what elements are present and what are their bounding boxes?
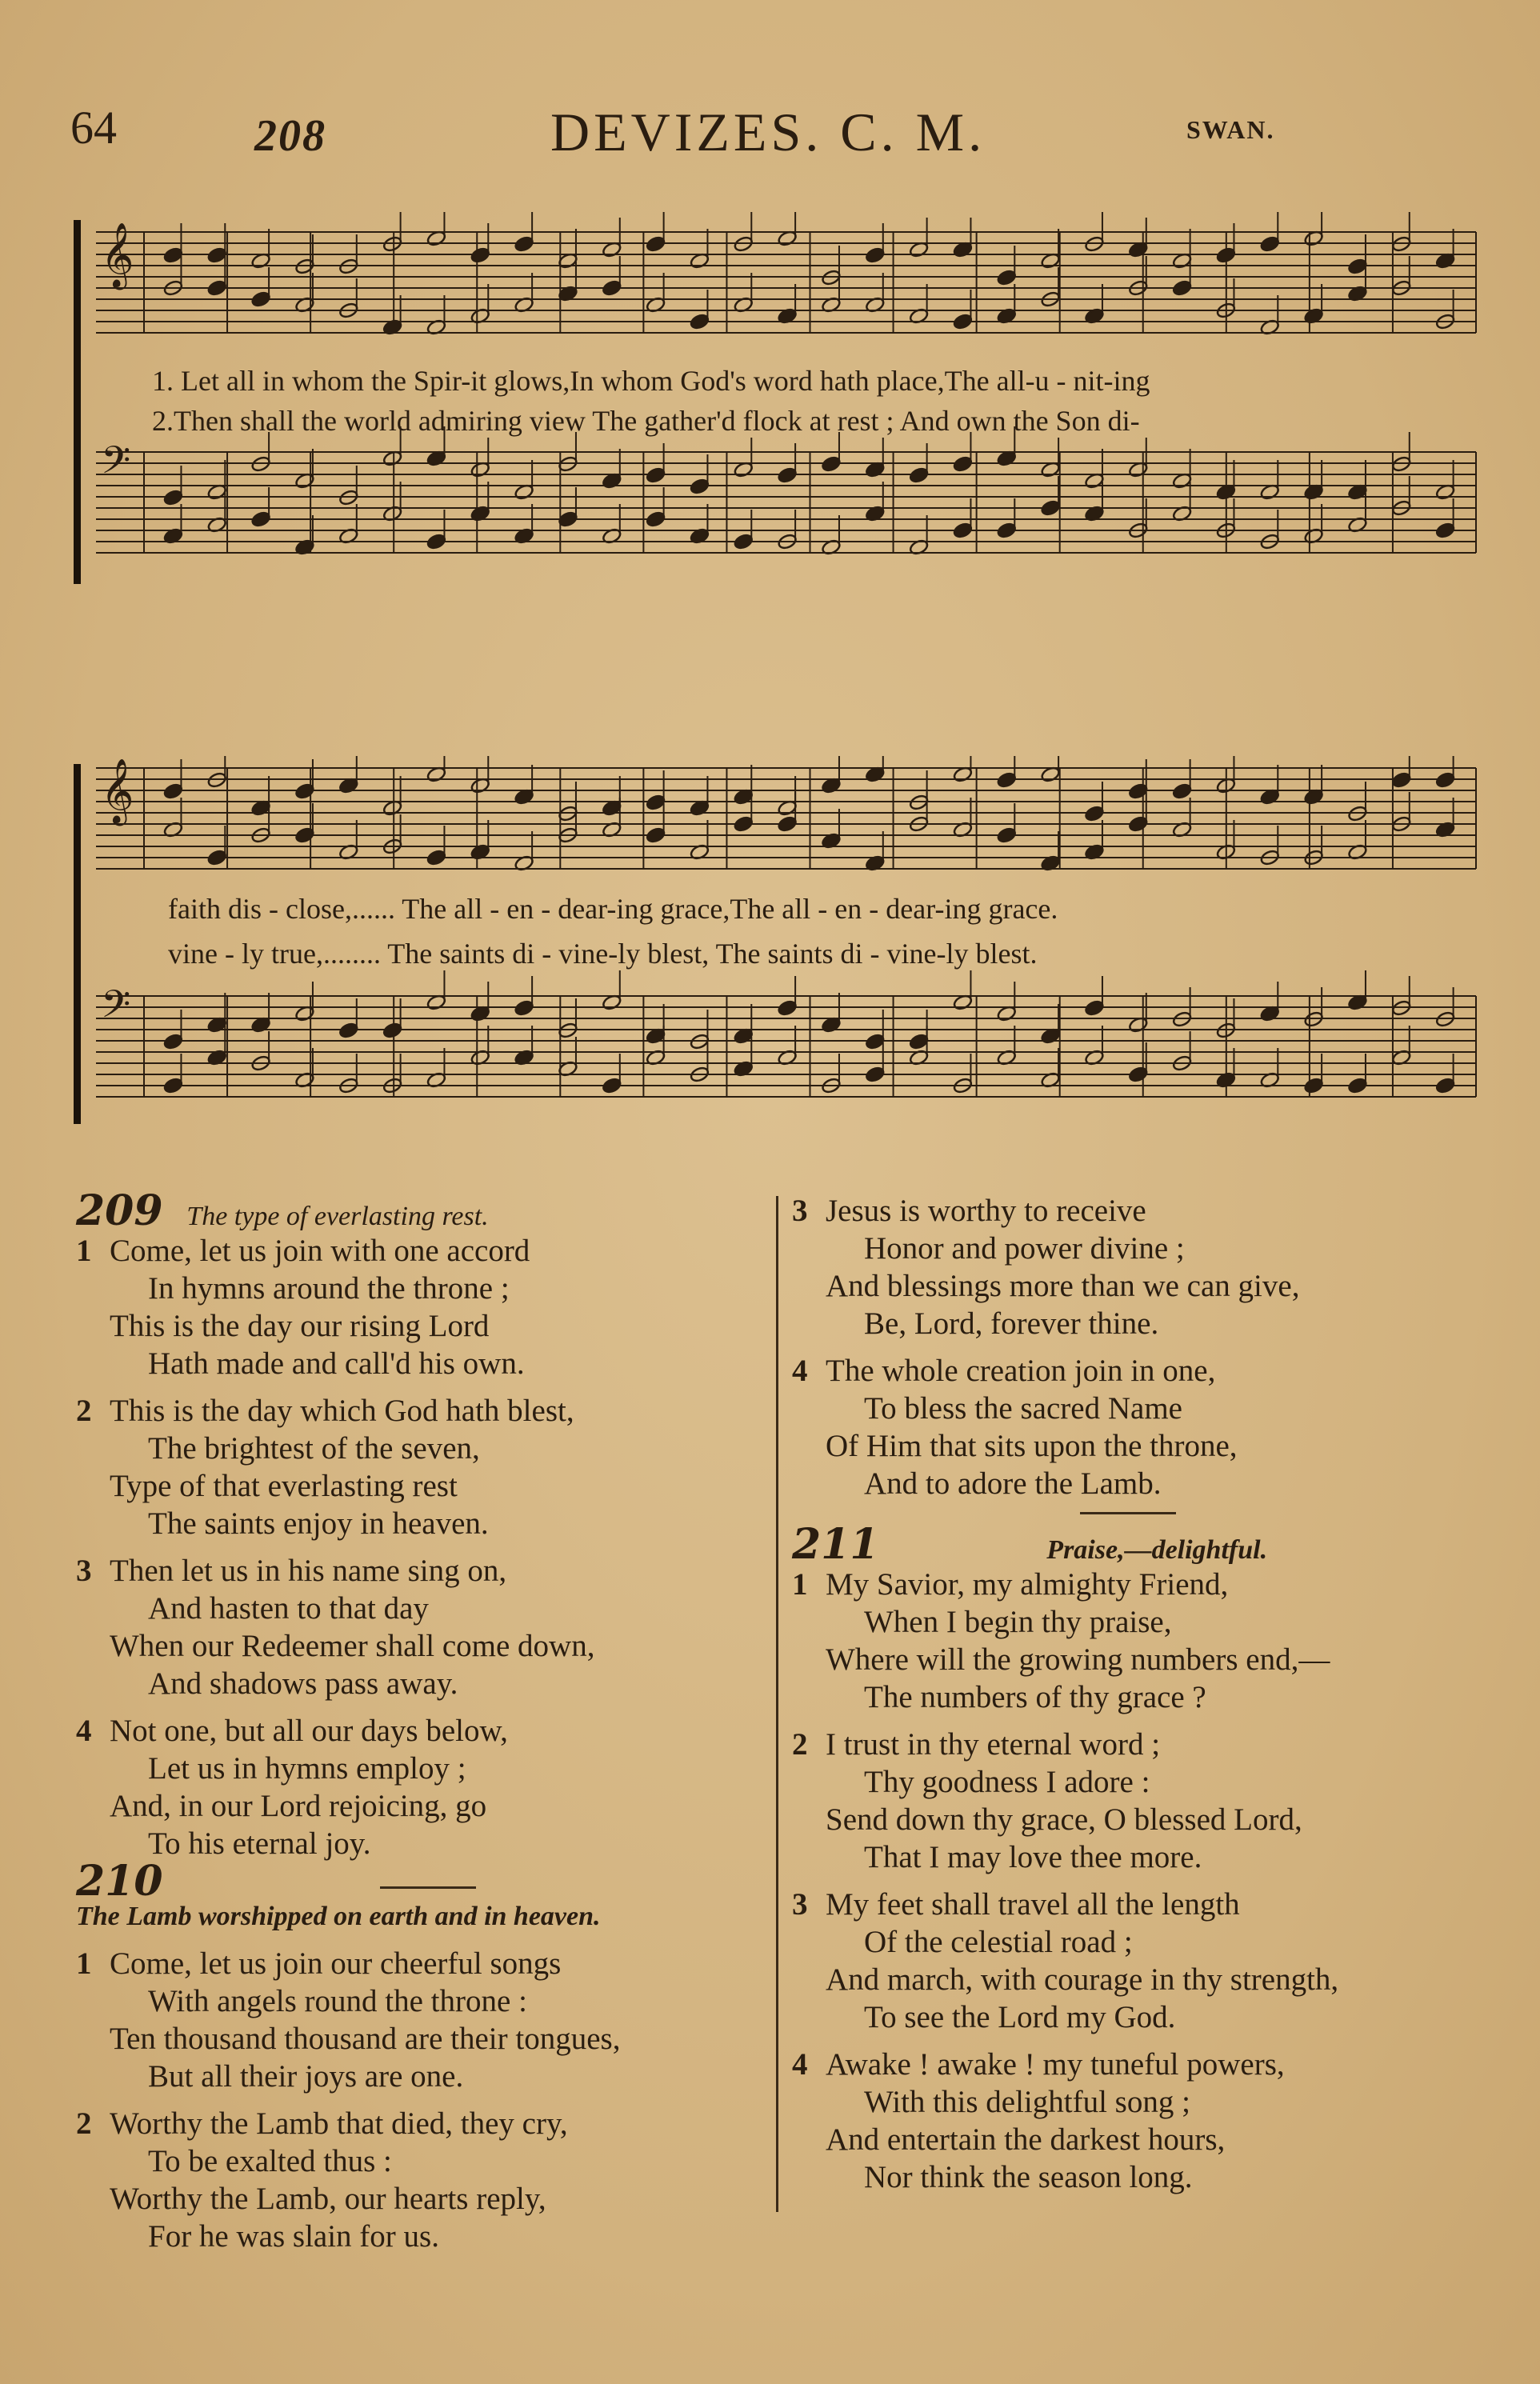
- verse-line: Hath made and call'd his own.: [148, 1346, 525, 1381]
- verse-line: Nor think the season long.: [864, 2160, 1193, 2194]
- verse-line: Honor and power divine ;: [864, 1231, 1185, 1266]
- stanza: [792, 1352, 1480, 1502]
- verse-line: With angels round the throne :: [148, 1984, 527, 2018]
- system-brace: [74, 764, 81, 1124]
- barlines: [144, 452, 1476, 553]
- verse-line: Come, let us join our cheerful songs: [110, 1946, 562, 1981]
- lyric-line-verse-1: 1. Let all in whom the Spir-it glows,In whom God's word hath place,The all-u - nit-ing: [152, 365, 1150, 397]
- lyric-line-verse-1: faith dis - close,...... The all - en - dear-ing grace,The all - en - dear-ing grace.: [168, 893, 1058, 925]
- verse-line: Jesus is worthy to receive: [826, 1194, 1146, 1228]
- verse-line: Then let us in his name sing on,: [110, 1554, 507, 1588]
- stanza: [792, 2046, 1480, 2196]
- verse-line: Not one, but all our days below,: [110, 1714, 508, 1748]
- verse-line: The brightest of the seven,: [148, 1431, 480, 1466]
- verse-line: Be, Lord, forever thine.: [864, 1306, 1159, 1341]
- hymn-number: 211: [792, 1520, 879, 1569]
- stanza-number: 1: [76, 1946, 92, 1981]
- verse-line: And hasten to that day: [148, 1591, 429, 1626]
- verse-line: When our Redeemer shall come down,: [110, 1629, 595, 1663]
- verse-line: My feet shall travel all the length: [826, 1887, 1240, 1922]
- verse-line: When I begin thy praise,: [864, 1605, 1172, 1639]
- stanza-number: 2: [76, 2106, 92, 2141]
- verse-line: Of the celestial road ;: [864, 1925, 1133, 1959]
- svg-text:𝄢: 𝄢: [101, 438, 131, 492]
- music-system-2: [72, 756, 1482, 1132]
- verse-line: And to adore the Lamb.: [864, 1466, 1162, 1501]
- stanza: [76, 1945, 772, 2095]
- stanza: [76, 2105, 772, 2255]
- stanza-number: 2: [792, 1727, 808, 1762]
- column-divider: [776, 1196, 778, 2212]
- music-system-1: [72, 212, 1482, 592]
- verse-line: But all their joys are one.: [148, 2059, 464, 2094]
- verse-line: My Savior, my almighty Friend,: [826, 1567, 1229, 1602]
- stanza-number: 4: [792, 1354, 808, 1388]
- verse-line: And march, with courage in thy strength,: [826, 1962, 1339, 1997]
- verse-line: The saints enjoy in heaven.: [148, 1506, 489, 1541]
- lyric-line-verse-2: vine - ly true,........ The saints di - vine-ly blest, The saints di - vine-ly blest.: [168, 938, 1038, 970]
- stanza: [792, 1726, 1480, 1876]
- lyric-line-verse-2: 2.Then shall the world admiring view The gather'd flock at rest ; And own the Son di-: [152, 405, 1140, 437]
- verse-line: To see the Lord my God.: [864, 2000, 1176, 2034]
- verse-line: For he was slain for us.: [148, 2219, 439, 2254]
- hymn-number: 209: [76, 1186, 163, 1235]
- divider: [380, 1886, 476, 1889]
- stanza: [76, 1232, 772, 1382]
- verse-line: The numbers of thy grace ?: [864, 1680, 1206, 1714]
- tune-number: 208: [254, 111, 326, 161]
- verse-line: The whole creation join in one,: [826, 1354, 1216, 1388]
- hymn-210-continued: [792, 1192, 1480, 1502]
- verse-line: And shadows pass away.: [148, 1666, 458, 1701]
- verse-line: To bless the sacred Name: [864, 1391, 1182, 1426]
- verse-line: With this delightful song ;: [864, 2085, 1190, 2119]
- verse-line: Come, let us join with one accord: [110, 1234, 530, 1268]
- verse-line: Thy goodness I adore :: [864, 1765, 1150, 1799]
- verse-line: I trust in thy eternal word ;: [826, 1727, 1161, 1762]
- score-system-1: [72, 212, 1482, 592]
- stanza-number: 3: [792, 1887, 808, 1922]
- verse-line: Worthy the Lamb, our hearts reply,: [110, 2182, 546, 2216]
- bass-clef-icon: [101, 438, 130, 492]
- system-brace: [74, 220, 81, 584]
- divider: [1080, 1512, 1176, 1514]
- page-number: 64: [70, 102, 117, 154]
- verse-line: And entertain the darkest hours,: [826, 2122, 1226, 2157]
- hymn-title: Praise,—delightful.: [1046, 1535, 1268, 1565]
- stanza: [76, 1392, 772, 1542]
- verse-line: To be exalted thus :: [148, 2144, 392, 2178]
- stanza: [792, 1886, 1480, 2036]
- stanza-number: 4: [76, 1714, 92, 1748]
- treble-clef-icon: [101, 222, 134, 290]
- verse-line: Type of that everlasting rest: [110, 1469, 458, 1503]
- stanza-number: 1: [792, 1567, 808, 1602]
- stanza: [792, 1192, 1480, 1342]
- svg-text:𝄢: 𝄢: [101, 982, 131, 1036]
- stanza: [792, 1566, 1480, 1716]
- stanza-number: 2: [76, 1394, 92, 1428]
- hymn-column-left: [76, 1186, 772, 2265]
- verse-line: Of Him that sits upon the throne,: [826, 1429, 1238, 1463]
- hymn-211: [792, 1520, 1480, 2196]
- hymn-209: [76, 1186, 772, 1862]
- hymn-number: 210: [76, 1857, 163, 1906]
- verse-line: Send down thy grace, O blessed Lord,: [826, 1802, 1302, 1837]
- stanza-number: 4: [792, 2047, 808, 2082]
- verse-line: This is the day which God hath blest,: [110, 1394, 574, 1428]
- stanza-number: 3: [792, 1194, 808, 1228]
- verse-line: And, in our Lord rejoicing, go: [110, 1789, 487, 1823]
- composer: SWAN.: [1186, 115, 1275, 144]
- hymn-210: [76, 1857, 772, 2255]
- stanza: [76, 1712, 772, 1862]
- verse-line: And blessings more than we can give,: [826, 1269, 1300, 1303]
- verse-line: Worthy the Lamb that died, they cry,: [110, 2106, 568, 2141]
- page-header: [70, 94, 1478, 162]
- hymn-column-right: [792, 1192, 1480, 2206]
- stanza: [76, 1552, 772, 1702]
- stanza-number: 3: [76, 1554, 92, 1588]
- bass-clef-icon: [101, 982, 130, 1036]
- verse-line: To his eternal joy.: [148, 1826, 371, 1861]
- hymn-title: The Lamb worshipped on earth and in heaven.: [76, 1902, 601, 1931]
- treble-clef-icon: [101, 758, 134, 826]
- verse-line: This is the day our rising Lord: [110, 1309, 490, 1343]
- svg-text:𝄞: 𝄞: [101, 758, 134, 823]
- verse-line: Let us in hymns employ ;: [148, 1751, 466, 1786]
- verse-line: Ten thousand thousand are their tongues,: [110, 2022, 621, 2056]
- verse-line: In hymns around the throne ;: [148, 1271, 510, 1306]
- tune-title: DEVIZES. C. M.: [550, 102, 986, 162]
- verse-line: Where will the growing numbers end,—: [826, 1642, 1330, 1677]
- stanza-number: 1: [76, 1234, 92, 1268]
- svg-text:𝄞: 𝄞: [101, 222, 134, 287]
- bass-staff: [96, 452, 1476, 553]
- hymn-title: The type of everlasting rest.: [186, 1202, 489, 1231]
- verse-line: Awake ! awake ! my tuneful powers,: [826, 2047, 1285, 2082]
- verse-line: That I may love thee more.: [864, 1840, 1202, 1874]
